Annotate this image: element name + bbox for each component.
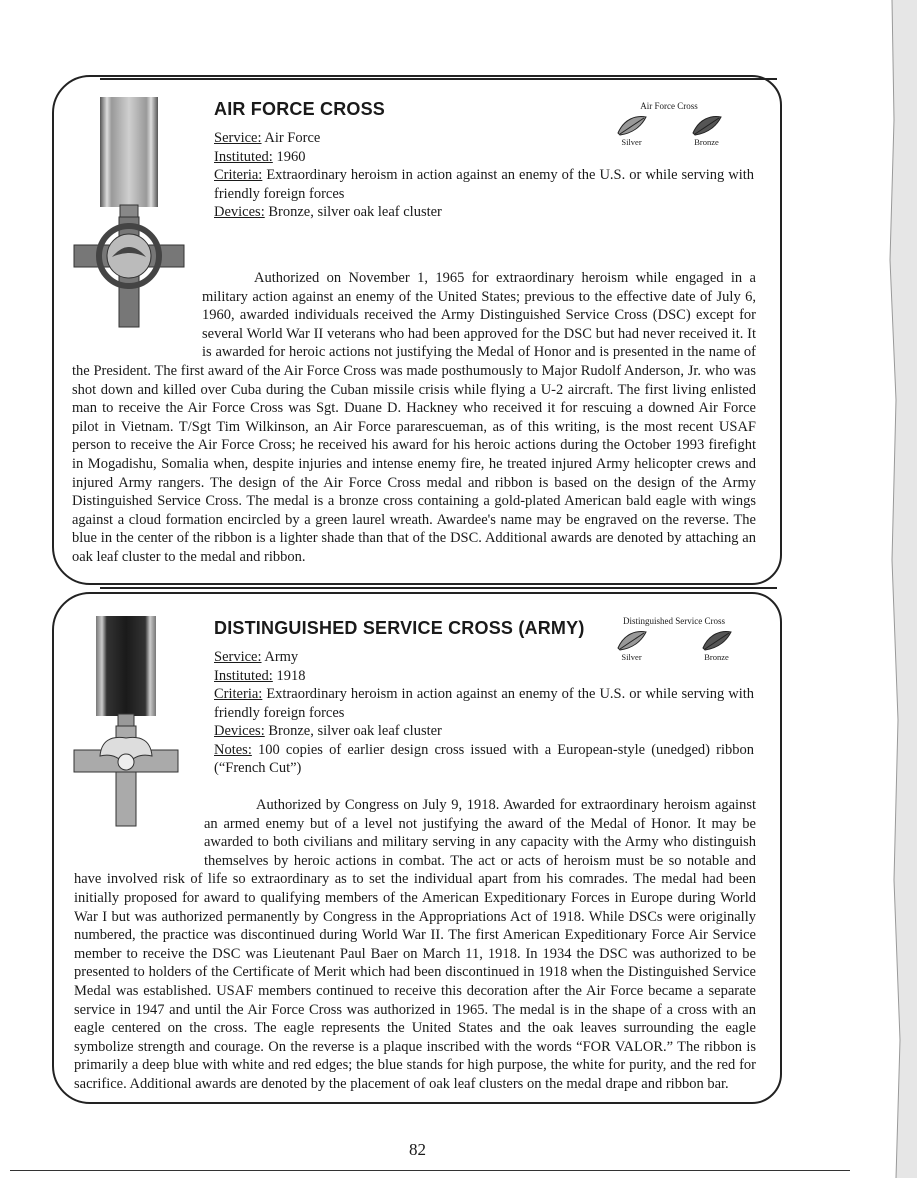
device-bronze-label: Bronze xyxy=(694,137,719,147)
air-force-cross-panel xyxy=(52,75,782,585)
criteria-label: Criteria: xyxy=(214,686,263,702)
criteria-value: Extraordinary heroism in action against an enemy of the U.S. or while serving with friendly foreign forces xyxy=(214,686,755,721)
criteria-value: Extraordinary heroism in action against an enemy of the U.S. or while serving with friendly foreign forces xyxy=(214,167,755,202)
notes-label: Notes: xyxy=(214,741,252,758)
divider-rule xyxy=(100,587,777,589)
devices-value: Bronze, silver oak leaf cluster xyxy=(268,723,442,739)
oak-leaf-cluster-icon xyxy=(691,113,723,137)
body-text: Authorized by Congress on July 9, 1918. Awarded for extraordinary heroism against an armed enemy but of a level not justifying the award of the Medal of Honor. It may be awarded to both civilians and military serving in any capacity with the Army who distinguish themselves by heroic actions in combat. The act or acts of heroism must be so notable and have involved risk of life so extraordinary as to set the individual apart from his comrades. The medal had been initially proposed for award to qualifying members of the American Expeditionary Forces in Europe during World War I but was authorized permanently by Congress in the Appropriations Act of 1918. While DSCs were originally numbered, the practice was discontinued during World War II. The first American Expeditionary Force Air Service member to receive the DSC was Lieutenant Paul Baer on March 11, 1918. In 1934 the DSC was authorized to be presented to holders of the Certificate of Merit which had been discontinued in 1918 when the Distinguished Service Medal was established. USAF members continued to receive this decoration after the Air Force became a separate service in 1947 and until the Air Force Cross was authorized in 1965. The medal is in the shape of a cross with an eagle centered on the cross. The eagle represents the United States and the oak leaves surrounding the eagle symbolize strength and courage. On the reverse is a plaque inscribed with the words “FOR VALOR.” The ribbon is primarily a deep blue with white and red edges; the blue stands for high purpose, the white for purity, and the red for sacrifice. Additional awards are denoted by the placement of oak leaf clusters on the medal drape and ribbon bar. xyxy=(74,797,756,1092)
service-value: Army xyxy=(264,649,299,665)
device-chart xyxy=(589,616,759,662)
device-header: Air Force Cross xyxy=(640,101,698,111)
section-body xyxy=(74,796,756,1094)
info-service-instituted xyxy=(214,648,590,685)
info-service-instituted xyxy=(214,129,590,166)
instituted-value: 1918 xyxy=(276,667,306,684)
service-value: Air Force xyxy=(264,130,321,146)
section-title: DISTINGUISHED SERVICE CROSS (ARMY) xyxy=(214,618,585,638)
oak-leaf-cluster-icon xyxy=(701,628,733,652)
devices-value: Bronze, silver oak leaf cluster xyxy=(268,204,442,220)
info-criteria-devices-notes xyxy=(214,685,754,778)
devices-label: Devices: xyxy=(214,204,265,220)
footer-rule xyxy=(10,1170,850,1171)
section-body xyxy=(72,269,756,567)
device-silver-label: Silver xyxy=(621,137,642,147)
notes-value: 100 copies of earlier design cross issued with a European-style (unedged) ribbon (“French Cut”) xyxy=(214,741,754,776)
service-label: Service: xyxy=(214,130,262,146)
section-title: AIR FORCE CROSS xyxy=(214,99,386,119)
instituted-label: Instituted: xyxy=(214,148,273,165)
service-label: Service: xyxy=(214,649,262,665)
binding-edge xyxy=(872,0,917,1178)
criteria-label: Criteria: xyxy=(214,167,263,183)
page-number: 82 xyxy=(409,1140,426,1159)
instituted-label: Instituted: xyxy=(214,667,273,684)
oak-leaf-cluster-icon xyxy=(616,628,648,652)
device-header: Distinguished Service Cross xyxy=(623,616,725,626)
body-text: Authorized on November 1, 1965 for extraordinary heroism while engaged in a military action against an enemy of the United States; previous to the effective date of July 6, 1960, awarded individuals received the Army Distinguished Service Cross (DSC) except for several World War II veterans who had been approved for the DSC but had never received it. It is awarded for heroic actions not justifying the Medal of Honor and is presented in the name of the President. The first award of the Air Force Cross was made posthumously to Major Rudolf Anderson, Jr. who was shot down and killed over Cuba during the Cuban missile crisis while flying a U-2 aircraft. The first living enlisted man to receive the Air Force Cross was Sgt. Duane D. Hackney who received it for rescuing a downed Air Force pilot in Vietnam. T/Sgt Tim Wilkinson, an Air Force pararescueman, as of this writing, is the most recent USAF person to receive the Air Force Cross; he received his award for his heroic actions during the October 1993 firefight in Mogadishu, Somalia when, despite injuries and intense enemy fire, he treated injured Army helicopter crews and injured Army rangers. The design of the Air Force Cross medal and ribbon is based on the design of the Army Distinguished Service Cross. The medal is a bronze cross containing a gold-plated American bald eagle with wings against a cloud formation encircled by a green laurel wreath. Awardee's name may be engraved on the reverse. The blue in the center of the ribbon is a lighter shade than that of the DSC. Additional awards are denoted by attaching an oak leaf cluster to the medal and ribbon. xyxy=(72,270,756,565)
oak-leaf-cluster-icon xyxy=(616,113,648,137)
device-chart xyxy=(594,101,744,147)
distinguished-service-cross-panel xyxy=(52,592,782,1104)
info-criteria-devices xyxy=(214,166,754,222)
device-bronze-label: Bronze xyxy=(704,652,729,662)
devices-label: Devices: xyxy=(214,723,265,739)
instituted-value: 1960 xyxy=(276,148,306,165)
device-silver-label: Silver xyxy=(621,652,642,662)
